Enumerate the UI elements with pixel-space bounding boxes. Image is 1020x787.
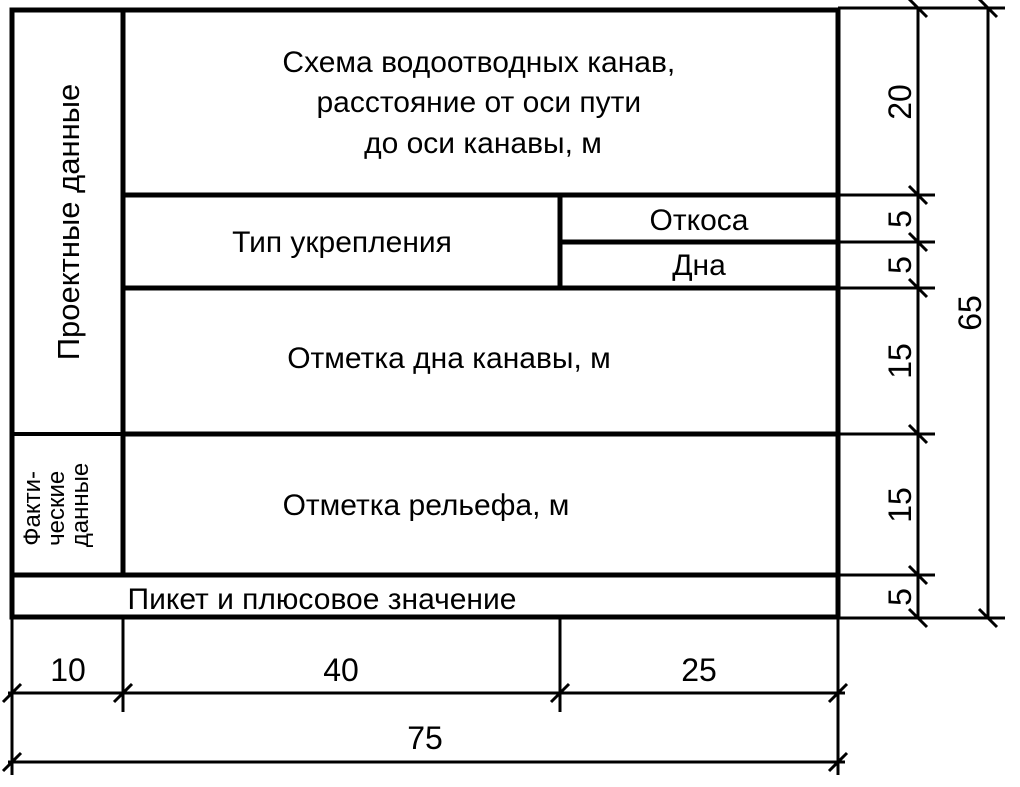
actual-data-label — [19, 463, 94, 547]
ditch-scheme-line-2: расстояние от оси пути — [316, 86, 642, 119]
ditch-scheme-line-1: Схема водоотводных канав, — [282, 46, 676, 79]
slope-label: Откоса — [649, 204, 749, 237]
terrain-level-label: Отметка рельефа, м — [282, 489, 570, 522]
row-height-slope: 5 — [882, 210, 918, 228]
total-height-value: 65 — [952, 295, 988, 331]
ditch-bottom-level-label: Отметка дна канавы, м — [287, 342, 611, 375]
row-height-scheme: 20 — [882, 84, 918, 120]
row-height-picket: 5 — [882, 588, 918, 606]
picket-label: Пикет и плюсовое значение — [127, 583, 517, 616]
reinforcement-type-label: Тип укрепления — [232, 226, 452, 259]
ditch-scheme-line-3: до оси канавы, м — [364, 127, 602, 160]
column-width-right: 25 — [681, 652, 717, 688]
row-height-terrain: 15 — [882, 487, 918, 523]
ditch-scheme-label — [282, 46, 683, 160]
total-width-value: 75 — [407, 720, 443, 756]
row-height-bottom: 5 — [882, 256, 918, 274]
row-height-bottom-level: 15 — [882, 343, 918, 379]
column-width-middle: 40 — [323, 652, 359, 688]
actual-data-line-2: ческие — [43, 470, 70, 546]
column-width-header: 10 — [50, 652, 86, 688]
project-data-label: Проектные данные — [51, 83, 86, 361]
actual-data-line-3: данные — [67, 462, 94, 548]
bottom-label: Дна — [672, 249, 726, 282]
actual-data-line-1: Факти- — [19, 470, 46, 546]
